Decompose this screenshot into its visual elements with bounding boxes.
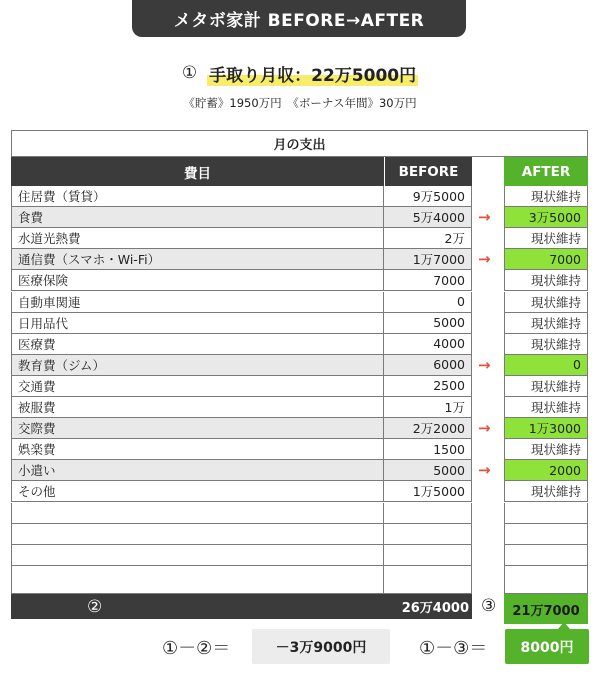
- formula-after: ①－③＝: [419, 638, 488, 659]
- income-text: 手取り月収：22万5000円: [207, 61, 418, 86]
- row-item: 交通費: [11, 376, 384, 397]
- page-title: メタボ家計 BEFORE→AFTER: [132, 0, 466, 37]
- row-before: 2万2000: [384, 418, 472, 439]
- total-after-value: 21万7000: [504, 594, 588, 624]
- change-arrow-icon: →: [478, 419, 491, 438]
- row-item: [11, 503, 384, 524]
- change-arrow-icon: →: [478, 461, 491, 480]
- row-before: 5万4000: [384, 207, 472, 228]
- row-before: [384, 524, 472, 545]
- row-before: [384, 545, 472, 566]
- row-item: 交際費: [11, 418, 384, 439]
- row-after: [504, 524, 588, 545]
- row-item: [11, 566, 384, 594]
- total-before-bar: [11, 594, 472, 619]
- row-item: [11, 524, 384, 545]
- row-before: [384, 566, 472, 594]
- result-after-pointer: [558, 622, 570, 629]
- header-before: BEFORE: [385, 157, 472, 186]
- row-before: 9万5000: [384, 186, 472, 207]
- total-after-marker: ③: [481, 596, 497, 616]
- row-after: [504, 503, 588, 524]
- row-after: 現状維持: [504, 397, 588, 418]
- row-item: 自動車関連: [11, 292, 384, 313]
- row-item: 通信費（スマホ・Wi-Fi）: [11, 249, 384, 270]
- row-before: 1万7000: [384, 249, 472, 270]
- row-before: 1万5000: [384, 481, 472, 502]
- row-before: 1500: [384, 439, 472, 460]
- row-after: 現状維持: [504, 228, 588, 249]
- row-after: 現状維持: [504, 334, 588, 355]
- row-after: 現状維持: [504, 481, 588, 502]
- row-item: 教育費（ジム）: [11, 355, 384, 376]
- row-before: 5000: [384, 460, 472, 481]
- row-after: 2000: [504, 460, 588, 481]
- row-before: 2500: [384, 376, 472, 397]
- row-item: 住居費（賃貸）: [11, 186, 384, 207]
- row-after: 3万5000: [504, 207, 588, 228]
- formula-before: ①－②＝: [162, 638, 231, 659]
- row-after: 現状維持: [504, 270, 588, 291]
- row-item: 日用品代: [11, 313, 384, 334]
- change-arrow-icon: →: [478, 208, 491, 227]
- row-item: 水道光熱費: [11, 228, 384, 249]
- savings-bonus-info: 《貯蓄》1950万円 《ボーナス年間》30万円: [183, 96, 417, 110]
- result-before: －3万9000円: [252, 629, 390, 664]
- row-item: その他: [11, 481, 384, 502]
- row-after: 現状維持: [504, 313, 588, 334]
- result-after: 8000円: [505, 629, 589, 664]
- income-line: [0, 60, 600, 86]
- row-after: 現状維持: [504, 186, 588, 207]
- total-before-value: 26万4000: [401, 601, 469, 616]
- row-item: 娯楽費: [11, 439, 384, 460]
- row-after: 0: [504, 355, 588, 376]
- income-marker: ①: [181, 63, 198, 83]
- row-item: [11, 545, 384, 566]
- row-after: 7000: [504, 249, 588, 270]
- row-after: [504, 566, 588, 594]
- table-caption: 月の支出: [11, 130, 588, 157]
- row-before: 1万: [384, 397, 472, 418]
- row-before: 4000: [384, 334, 472, 355]
- row-item: 医療費: [11, 334, 384, 355]
- header-after: AFTER: [504, 157, 588, 186]
- row-before: 7000: [384, 270, 472, 291]
- row-before: 0: [384, 292, 472, 313]
- row-before: 5000: [384, 313, 472, 334]
- row-item: 小遣い: [11, 460, 384, 481]
- row-after: 現状維持: [504, 376, 588, 397]
- change-arrow-icon: →: [478, 250, 491, 269]
- row-item: 医療保険: [11, 270, 384, 291]
- row-before: 6000: [384, 355, 472, 376]
- row-before: [384, 503, 472, 524]
- header-item: 費目: [11, 157, 384, 186]
- row-after: [504, 545, 588, 566]
- row-after: 現状維持: [504, 292, 588, 313]
- change-arrow-icon: →: [478, 355, 491, 374]
- row-item: 食費: [11, 207, 384, 228]
- row-before: 2万: [384, 228, 472, 249]
- row-item: 被服費: [11, 397, 384, 418]
- row-after: 現状維持: [504, 439, 588, 460]
- total-before-marker: ②: [87, 596, 103, 617]
- row-after: 1万3000: [504, 418, 588, 439]
